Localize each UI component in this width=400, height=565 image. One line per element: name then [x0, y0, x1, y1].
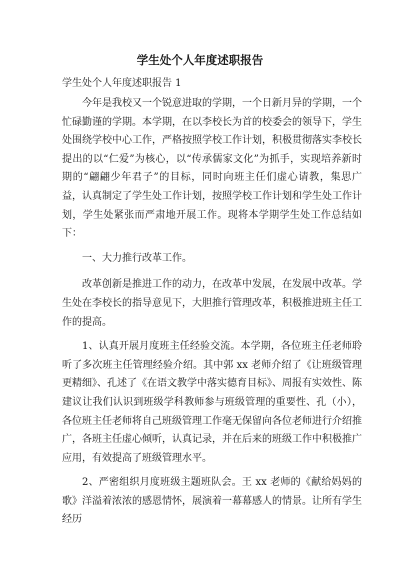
section-heading-reform: 一、大力推行改革工作。 [82, 252, 192, 264]
paragraph-reform: 改革创新是推进工作的动力，在改革中发展，在发展中改革。学生处在李校长的指导意见下，大胆推行管理改革，积极推进班主任工作的提高。 [62, 279, 362, 328]
paragraph-item-1: 1、认真开展月度班主任经验交流。本学期，各位班主任老师聆听了多次班主任管理经验介绍。其中郭 xx 老师介绍了《让班级管理更精细》、孔述了《在语文教学中落实德育目标》、周报有实效性、陈建议让我们认识到班级学科教师参与班级管理的重要性、孔（小），各位班主任老师将自己班级管理工作毫无保留向各位老师进行介绍推广，各班主任虚心倾听，认真记录，并在后来的班级工作中积极推广应用，有效提高了班级管理水平。 [62, 341, 362, 464]
document-subtitle: 学生处个人年度述职报告 1 [62, 78, 182, 89]
paragraph-intro: 今年是我校又一个锐意进取的学期，一个日新月异的学期，一个忙碌勤谨的学期。本学期，在以李校长为首的校委会的领导下，学生处围绕学校中心工作，严格按照学校工作计划，积极贯彻落实李校长提出的以“仁爱”为核心，以“传承儒家文化”为抓手，实现培养新时期的“翩翩少年君子”的目标，同时向班主任们虚心请教，集思广益，认真制定了学生处工作计划，按照学校工作计划和学生处工作计划，学生处紧张而严肃地开展工作。现将本学期学生处工作总结如下： [62, 98, 362, 240]
document-title: 学生处个人年度述职报告 [136, 53, 264, 67]
paragraph-item-2: 2、严密组织月度班级主题班队会。王 xx 老师的《献给妈妈的歌》洋溢着浓浓的感恩情怀，展演着一幕幕感人的情景。让所有学生经历 [62, 477, 362, 526]
document-body [62, 95, 362, 536]
